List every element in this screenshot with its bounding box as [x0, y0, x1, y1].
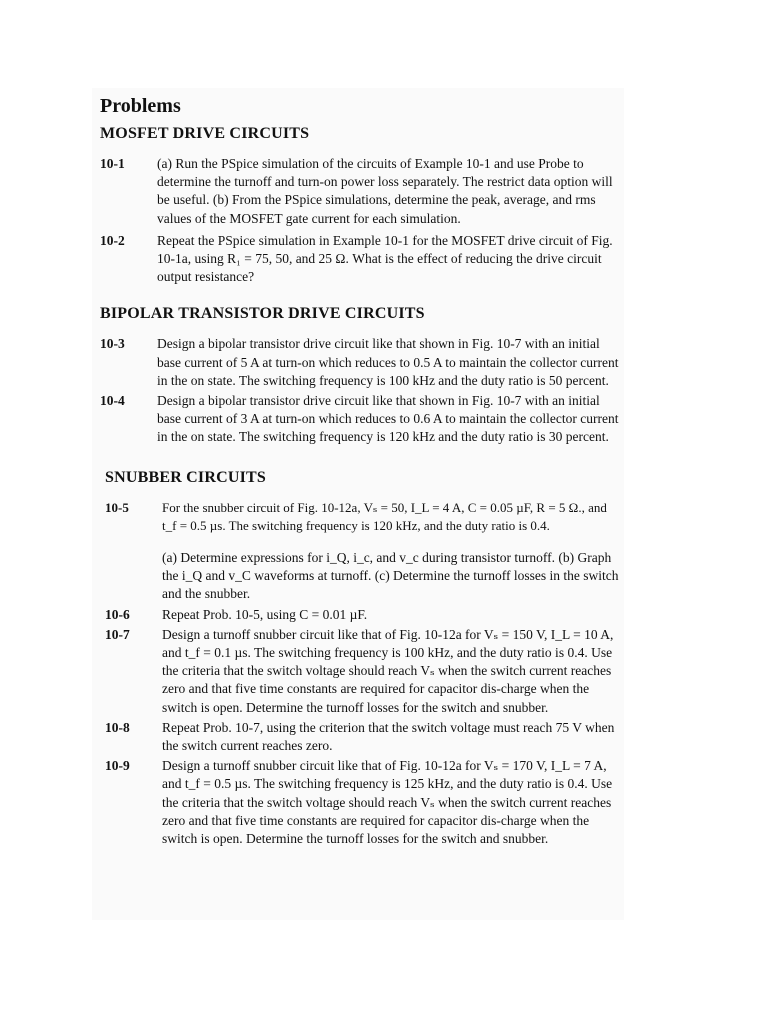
- problem-10-6: [105, 606, 620, 624]
- problem-text: Repeat Prob. 10-5, using C = 0.01 µF.: [162, 606, 368, 622]
- problem-10-2: [100, 232, 620, 287]
- problem-10-1: [100, 155, 620, 228]
- section-mosfet: [100, 123, 620, 286]
- problem-10-7: [105, 626, 620, 717]
- problems-page: [100, 94, 620, 848]
- problem-number: 10-4: [100, 393, 125, 409]
- section-heading: SNUBBER CIRCUITS: [105, 468, 267, 486]
- section-bipolar: [100, 303, 620, 446]
- page-title: Problems: [100, 95, 181, 117]
- problem-text: Repeat the PSpice simulation in Example 10-1 for the MOSFET drive circuit of Fig. 10-1a, using R₁ = 75, 50, and 25 Ω. What is the effect of reducing the drive circuit output resistance?: [157, 232, 613, 285]
- problem-number: [105, 549, 162, 604]
- problem-text: For the snubber circuit of Fig. 10-12a, Vₛ = 50, I_L = 4 A, C = 0.05 µF, R = 5 Ω., and t_f = 0.5 µs. The switching frequency is 120 kHz, and the duty ratio is 0.4.: [162, 499, 607, 533]
- problem-text: Design a bipolar transistor drive circuit like that shown in Fig. 10-7 with an initial base current of 5 A at turn-on which reduces to 0.5 A to maintain the collector current in the on state. The switching frequency is 100 kHz and the duty ratio is 50 percent.: [157, 336, 619, 388]
- problem-number: 10-3: [100, 336, 125, 352]
- problem-number: 10-6: [105, 606, 130, 622]
- section-snubber: [100, 467, 620, 849]
- section-heading: BIPOLAR TRANSISTOR DRIVE CIRCUITS: [100, 305, 425, 323]
- problem-text: (a) Run the PSpice simulation of the circuits of Example 10-1 and use Probe to determine the turnoff and turn-on power loss separately. The restrict data option will be useful. (b) From the PSpice simulations, determine the peak, average, and rms values of the MOSFET gate current for each simulation.: [157, 156, 613, 226]
- problem-text: (a) Determine expressions for i_Q, i_c, and v_c during transistor turnoff. (b) Graph the i_Q and v_C waveforms at turnoff. (c) Determine the turnoff losses in the switch and the snubber.: [162, 550, 619, 602]
- problem-text: Design a bipolar transistor drive circuit like that shown in Fig. 10-7 with an initial base current of 3 A at turn-on which reduces to 0.6 A to maintain the collector current in the on state. The switching frequency is 120 kHz and the duty ratio is 30 percent.: [157, 393, 619, 445]
- problem-10-3: [100, 335, 620, 390]
- problem-text: Design a turnoff snubber circuit like that of Fig. 10-12a for Vₛ = 150 V, I_L = 10 A, and t_f = 0.1 µs. The switching frequency is 100 kHz, and the duty ratio is 0.4. Use the criteria that the switch voltage should reach Vₛ when the switch current reaches zero and that five time constants are required for capacitor dis-charge when the switch is open. Determine the turnoff losses for the switch and snubber.: [162, 626, 614, 715]
- problem-number: 10-9: [105, 758, 130, 774]
- problem-number: 10-2: [100, 232, 125, 248]
- problem-10-4: [100, 392, 620, 447]
- problem-number: 10-1: [100, 156, 125, 171]
- problem-10-5-parts: [105, 549, 620, 604]
- problem-number: 10-7: [105, 626, 130, 642]
- problem-10-8: [105, 719, 620, 755]
- problem-10-9: [105, 757, 620, 848]
- section-heading: MOSFET DRIVE CIRCUITS: [100, 125, 310, 142]
- problem-number: 10-5: [105, 499, 129, 515]
- problem-10-5: [105, 499, 620, 535]
- problem-number: 10-8: [105, 719, 130, 735]
- problem-text: Repeat Prob. 10-7, using the criterion that the switch voltage must reach 75 V when the switch current reaches zero.: [162, 719, 615, 754]
- problem-text: Design a turnoff snubber circuit like that of Fig. 10-12a for Vₛ = 170 V, I_L = 7 A, and t_f = 0.5 µs. The switching frequency is 125 kHz, and the duty ratio is 0.4. Use the criteria that the switch voltage should reach Vₛ when the switch current reaches zero and that five time constants are required for capacitor dis-charge when the switch is open. Determine the turnoff losses for the switch and snubber.: [162, 758, 613, 847]
